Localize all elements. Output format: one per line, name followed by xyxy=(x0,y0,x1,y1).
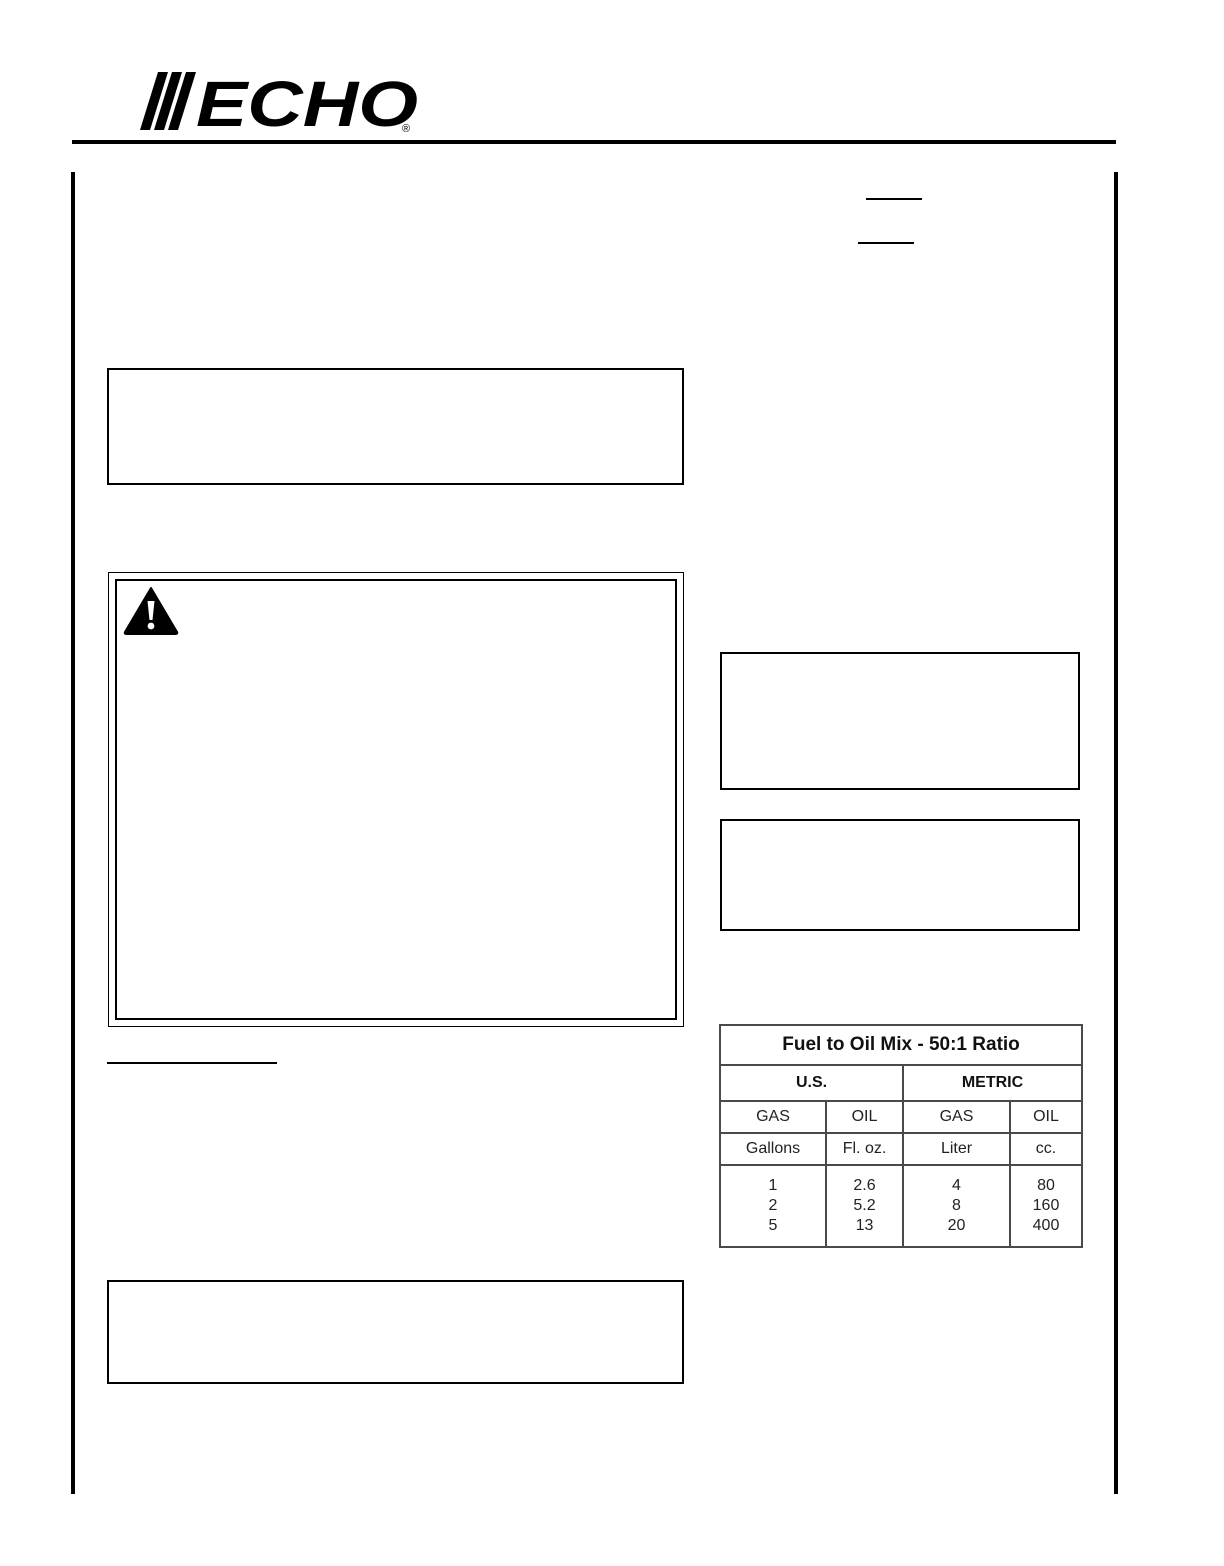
notice-box xyxy=(107,1280,684,1384)
table-title: Fuel to Oil Mix - 50:1 Ratio xyxy=(720,1025,1082,1065)
table-column-row xyxy=(720,1101,1082,1133)
table-value: 20 xyxy=(947,1217,966,1234)
column-header: OIL xyxy=(826,1101,903,1133)
region-header-us: U.S. xyxy=(720,1065,903,1101)
metric-oil-cc-cell xyxy=(1010,1165,1082,1247)
unit-header: Gallons xyxy=(720,1133,826,1165)
table-title-row xyxy=(720,1025,1082,1065)
notice-box xyxy=(107,368,684,485)
us-oil-floz-cell xyxy=(826,1165,903,1247)
warning-triangle-icon xyxy=(123,586,179,636)
metric-gas-liter-cell xyxy=(903,1165,1010,1247)
column-header: OIL xyxy=(1010,1101,1082,1133)
column-header: GAS xyxy=(720,1101,826,1133)
unit-header: cc. xyxy=(1010,1133,1082,1165)
table-value: 400 xyxy=(1032,1217,1060,1234)
underline-mark xyxy=(858,242,914,244)
table-value: 5 xyxy=(768,1217,778,1234)
column-header: GAS xyxy=(903,1101,1010,1133)
table-value: 13 xyxy=(855,1217,874,1234)
registered-mark: ® xyxy=(402,123,411,134)
warning-box-inner xyxy=(115,579,677,1020)
table-value: 160 xyxy=(1032,1197,1060,1214)
unit-header: Fl. oz. xyxy=(826,1133,903,1165)
table-value: 5.2 xyxy=(853,1197,876,1214)
table-value: 2 xyxy=(768,1197,778,1214)
region-header-metric: METRIC xyxy=(903,1065,1082,1101)
table-value: 4 xyxy=(952,1177,961,1194)
unit-header: Liter xyxy=(903,1133,1010,1165)
us-gas-gallons-cell xyxy=(720,1165,826,1247)
table-value: 1 xyxy=(768,1177,778,1194)
right-margin-rule xyxy=(1114,172,1118,1494)
table-data-row xyxy=(720,1165,1082,1247)
header-rule xyxy=(72,140,1116,144)
notice-box xyxy=(720,819,1080,931)
section-heading-underline xyxy=(107,1062,277,1064)
table-value: 8 xyxy=(952,1197,961,1214)
table-region-row xyxy=(720,1065,1082,1101)
echo-logo xyxy=(140,68,430,134)
notice-box xyxy=(720,652,1080,790)
table-value: 80 xyxy=(1037,1177,1055,1194)
table-value: 2.6 xyxy=(853,1177,876,1194)
left-margin-rule xyxy=(71,172,75,1494)
table-unit-row xyxy=(720,1133,1082,1165)
fuel-oil-mix-table xyxy=(719,1024,1083,1248)
warning-box xyxy=(108,572,684,1027)
underline-mark xyxy=(866,198,922,200)
logo-wordmark: ECHO xyxy=(196,68,418,134)
